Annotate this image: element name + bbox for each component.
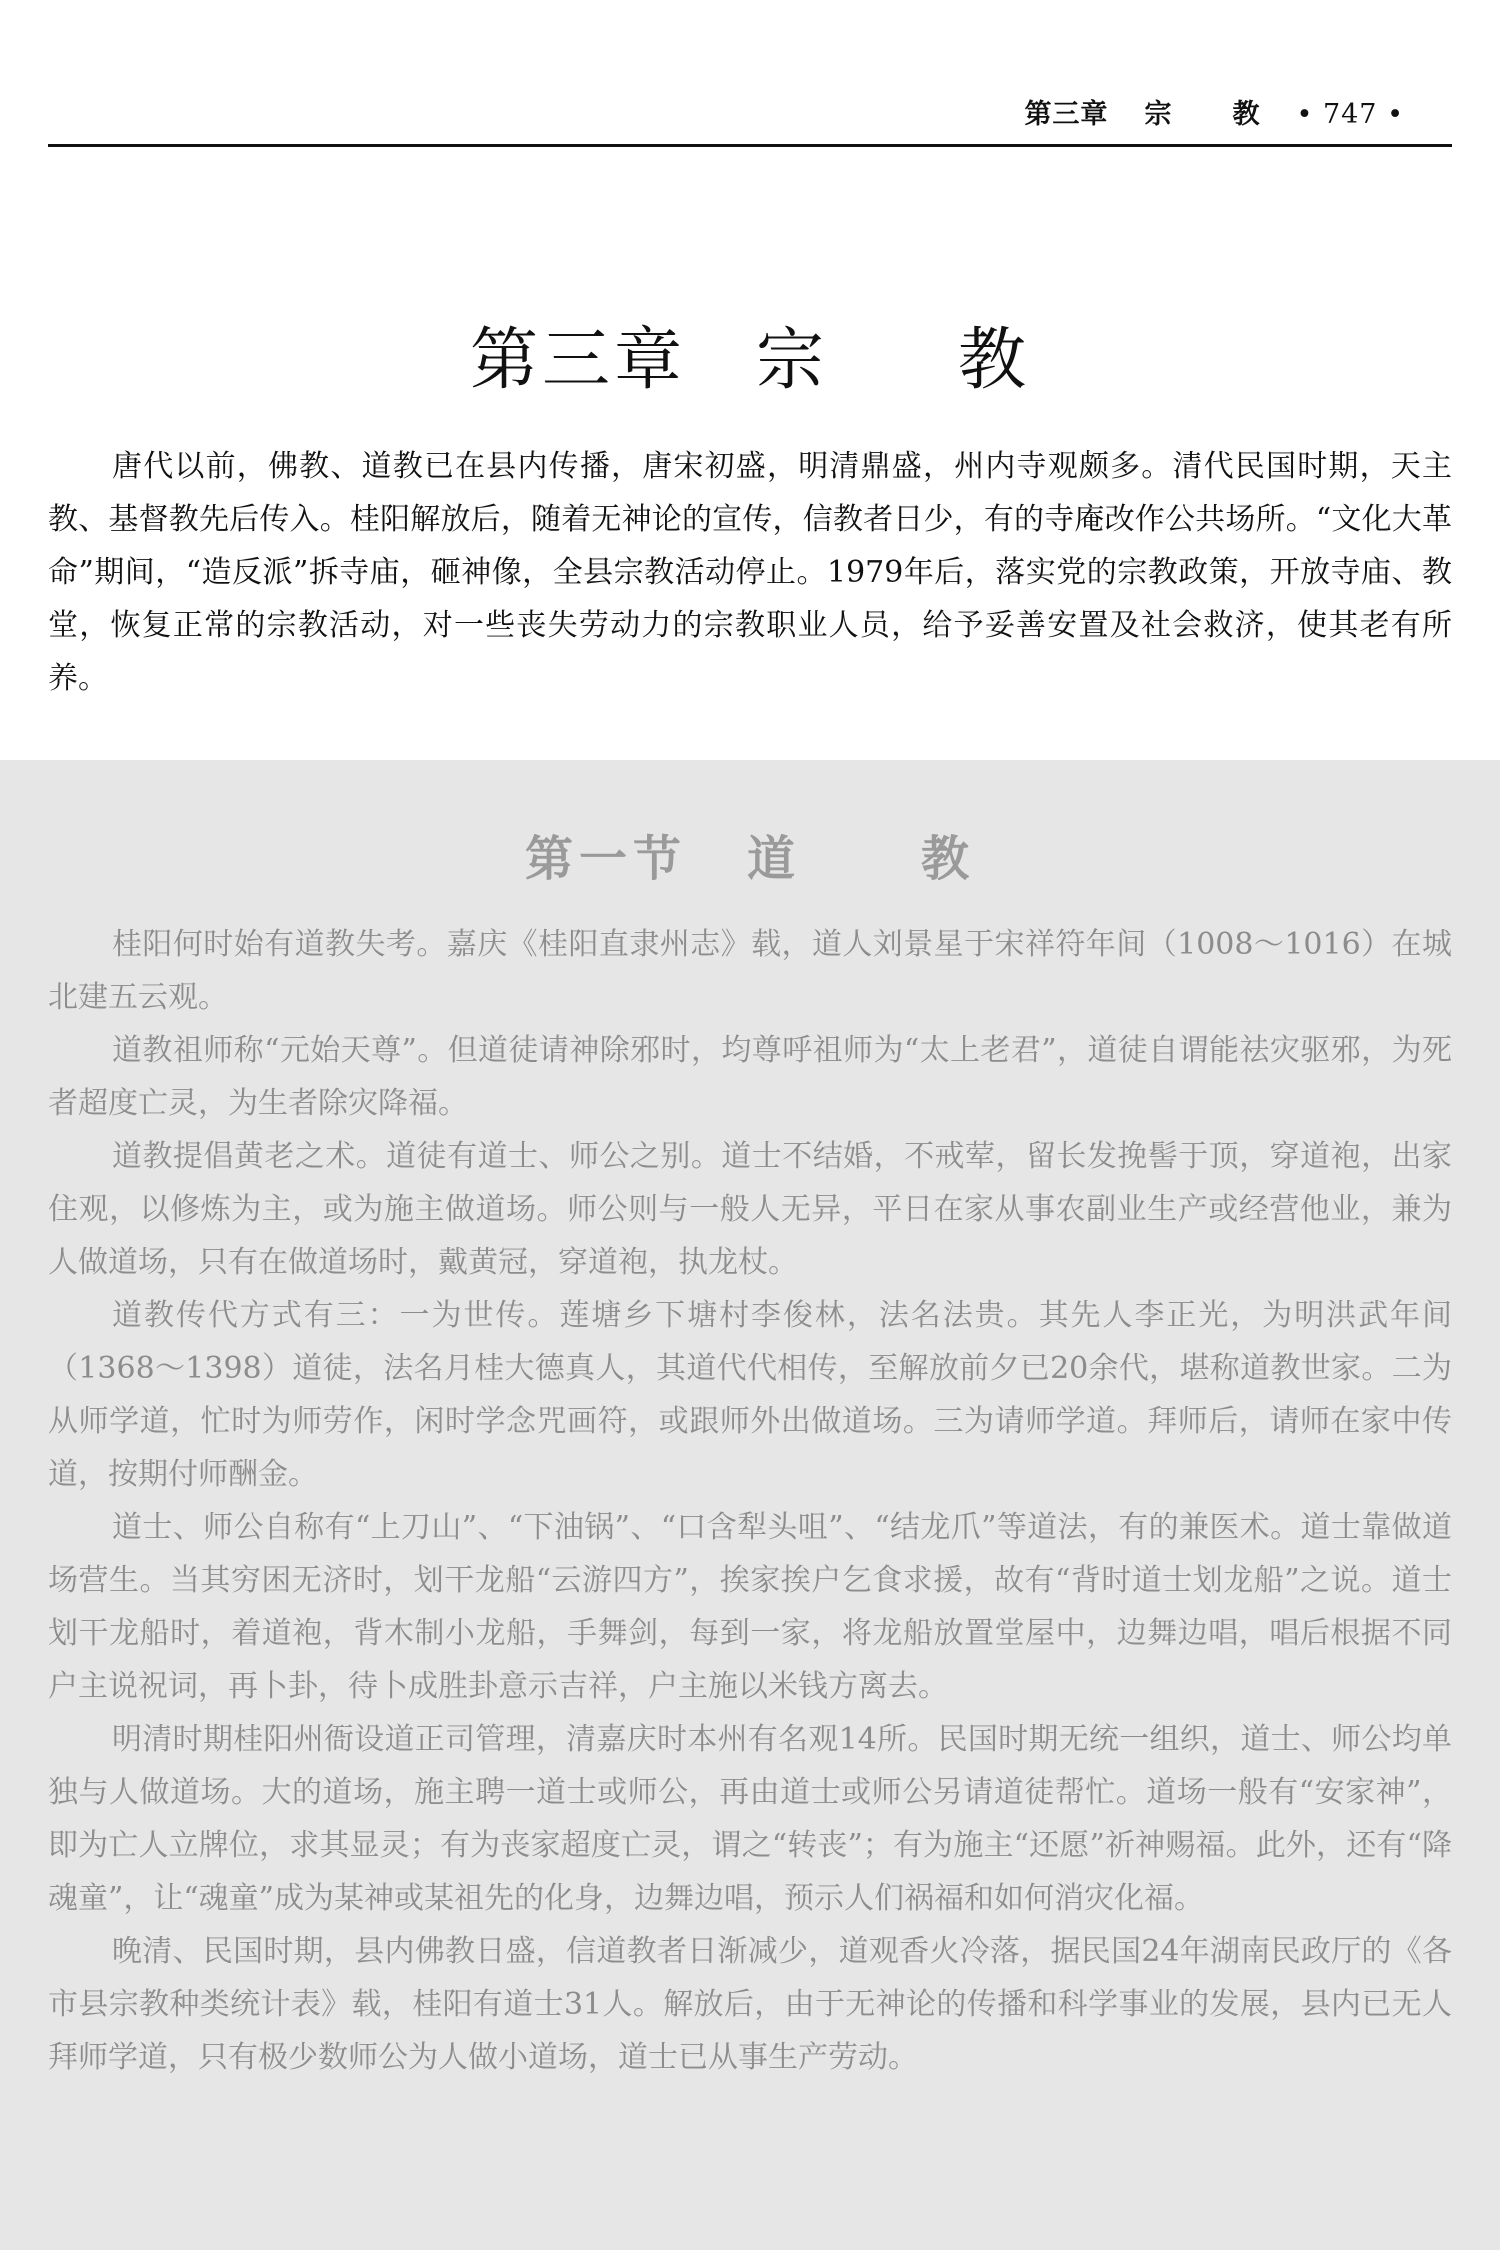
section-title-word-b: 教: [921, 830, 976, 887]
section-paragraph: 道教祖师称“元始天尊”。但道徒请神除邪时，均尊呼祖师为“太上老君”，道徒自谓能祛灾驱邪，为死者超度亡灵，为生者除灾降福。: [48, 1033, 1452, 1121]
section-paragraph: 道教传代方式有三：一为世传。莲塘乡下塘村李俊林，法名法贵。其先人李正光，为明洪武年间（1368～1398）道徒，法名月桂大德真人，其道代代相传，至解放前夕已20余代，堪称道教世家。二为从师学道，忙时为师劳作，闲时学念咒画符，或跟师外出做道场。三为请师学道。拜师后，请师在家中传道，按期付师酬金。: [48, 1298, 1452, 1492]
page-number: • 747 •: [1296, 99, 1404, 130]
section-body: [48, 918, 1452, 2084]
section-paragraph: 道教提倡黄老之术。道徒有道士、师公之别。道士不结婚，不戒荤，留长发挽髻于顶，穿道袍，出家住观，以修炼为主，或为施主做道场。师公则与一般人无异，平日在家从事农副业生产或经营他业，兼为人做道场，只有在做道场时，戴黄冠，穿道袍，执龙杖。: [48, 1139, 1452, 1280]
section-title-label: 第一节: [524, 830, 687, 887]
running-head-topic-b: 教: [1232, 99, 1261, 130]
chapter-title-label: 第三章: [469, 320, 686, 400]
chapter-title-word-a: 宗: [755, 320, 828, 400]
running-head-chapter: 第三章: [1024, 99, 1109, 130]
section-paragraph: 道士、师公自称有“上刀山”、“下油锅”、“口含犁头咀”、“结龙爪”等道法，有的兼医术。道士靠做道场营生。当其穷困无济时，划干龙船“云游四方”，挨家挨户乞食求援，故有“背时道士划龙船”之说。道士划干龙船时，着道袍，背木制小龙船，手舞剑，每到一家，将龙船放置堂屋中，边舞边唱，唱后根据不同户主说祝词，再卜卦，待卜成胜卦意示吉祥，户主施以米钱方离去。: [48, 1510, 1452, 1704]
intro-paragraph: 唐代以前，佛教、道教已在县内传播，唐宋初盛，明清鼎盛，州内寺观颇多。清代民国时期，天主教、基督教先后传入。桂阳解放后，随着无神论的宣传，信教者日少，有的寺庵改作公共场所。“文化大革命”期间，“造反派”拆寺庙，砸神像，全县宗教活动停止。1979年后，落实党的宗教政策，开放寺庙、教堂，恢复正常的宗教活动，对一些丧失劳动力的宗教职业人员，给予妥善安置及社会救济，使其老有所养。: [48, 449, 1452, 696]
running-head: [1024, 92, 1404, 131]
section-title: [0, 820, 1500, 889]
section-paragraph: 晚清、民国时期，县内佛教日盛，信道教者日渐减少，道观香火冷落，据民国24年湖南民政厅的《各市县宗教种类统计表》载，桂阳有道士31人。解放后，由于无神论的传播和科学事业的发展，县内已无人拜师学道，只有极少数师公为人做小道场，道士已从事生产劳动。: [48, 1934, 1452, 2075]
section-paragraph: 明清时期桂阳州衙设道正司管理，清嘉庆时本州有名观14所。民国时期无统一组织，道士、师公均单独与人做道场。大的道场，施主聘一道士或师公，再由道士或师公另请道徒帮忙。道场一般有“安家神”，即为亡人立牌位，求其显灵；有为丧家超度亡灵，谓之“转丧”；有为施主“还愿”祈神赐福。此外，还有“降魂童”，让“魂童”成为某神或某祖先的化身，边舞边唱，预示人们祸福和如何消灾化福。: [48, 1722, 1452, 1916]
chapter-title: [0, 306, 1500, 403]
chapter-title-word-b: 教: [958, 320, 1031, 400]
page-header: [48, 88, 1452, 147]
section-title-word-a: 道: [746, 830, 801, 887]
section-paragraph: 桂阳何时始有道教失考。嘉庆《桂阳直隶州志》载，道人刘景星于宋祥符年间（1008～1016）在城北建五云观。: [48, 927, 1452, 1015]
running-head-topic-a: 宗: [1144, 99, 1173, 130]
